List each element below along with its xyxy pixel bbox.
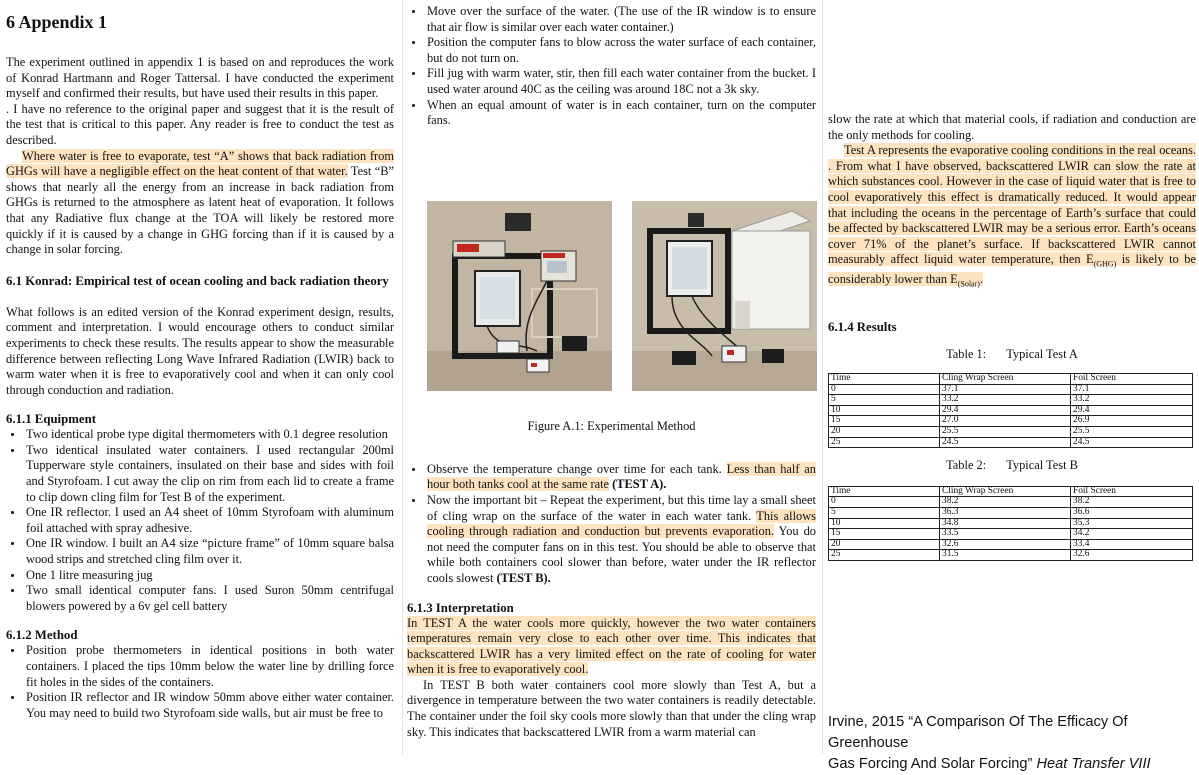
table-row (829, 550, 1193, 561)
table-row (829, 497, 1193, 508)
list-item: • One IR reflector. I used an A4 sheet of 10mm Styrofoam with aluminum foil attached with spray adhesive. (24, 505, 394, 536)
table-1-caption: Typical Test A (1006, 347, 1078, 362)
highlighted-conclusion (828, 143, 1196, 289)
method-list-continued (407, 4, 816, 129)
experiment-photo-test-b (632, 201, 817, 391)
table-cell: 31.5 (940, 550, 1071, 561)
table-cell: 5 (829, 395, 940, 406)
table-cell: 24.5 (940, 437, 1071, 448)
results-table-test-a (828, 373, 1193, 448)
table-header-cell: Foil Screen (1071, 374, 1193, 385)
continued-text: slow the rate at which that material cools, if radiation and conduction are the only methods for cooling. (828, 112, 1196, 142)
column-divider (822, 0, 823, 754)
table-row (829, 539, 1193, 550)
table-cell: 0 (829, 384, 940, 395)
table-cell: 34.2 (1071, 529, 1193, 540)
table-row (829, 529, 1193, 540)
citation (828, 712, 1198, 775)
section-heading-interpretation: 6.1.3 Interpretation (407, 600, 514, 615)
table-row (829, 384, 1193, 395)
table-cell: 38.2 (1071, 497, 1193, 508)
results-observation-list (407, 462, 816, 587)
table-cell: 37.1 (940, 384, 1071, 395)
highlighted-finding: Where water is free to evaporate, test “A” shows that back radiation from GHGs will have a negligible effect on the heat content of that water. (6, 148, 394, 179)
table-2-label: Table 2: (946, 458, 987, 473)
table-cell: 25.5 (1071, 427, 1193, 438)
table-header-row (829, 486, 1193, 497)
citation-title-end: Gas Forcing And Solar Forcing” (828, 756, 1033, 772)
experiment-photo-test-a (427, 201, 612, 391)
method-list (6, 643, 394, 721)
table-row (829, 416, 1193, 427)
list-item (425, 462, 816, 493)
intro-paragraph-3-rest: Test “B” shows that nearly all the energy from an increase in back radiation from GHGs is returned to the atmosphere as latent heat of evaporation. It follows that any Radiative flux change at the TOA will likely be restored more quickly if it is caused by a change in GHG forcing than if it is caused by a change in solar forcing. (6, 164, 395, 257)
table-cell: 20 (829, 539, 940, 550)
table-header-cell: Cling Wrap Screen (940, 486, 1071, 497)
section-6-1-text: What follows is an edited version of the Konrad experiment design, results, comment and interpretation. I would encourage others to conduct similar experiments to check these results. The results appear to show the measurable difference between reflecting Long Wave Infrared Radiation (LWIR) back to warm water when it is free to evaporatively cool and when it can only cool through conduction and radiation. (6, 304, 394, 397)
table-cell: 38.2 (940, 497, 1071, 508)
table-cell: 25 (829, 550, 940, 561)
appendix-title: 6 Appendix 1 (6, 12, 108, 32)
figure-experimental-method (407, 201, 816, 391)
highlighted-finding: This allows cooling through radiation and conduction but prevents evaporation. (427, 508, 816, 539)
table-header-cell: Time (829, 486, 940, 497)
citation-journal: Heat Transfer VIII (1036, 756, 1151, 772)
table-cell: 34.8 (940, 518, 1071, 529)
subscript-ghg: (GHG) (1093, 259, 1117, 269)
list-item: • Fill jug with warm water, stir, then fill each water container from the bucket. I used water around 40C as the ceiling was around 18C not a 3k sky. (425, 66, 816, 97)
list-item: • Two small identical computer fans. I used Suron 50mm centrifugal blowers powered by a 6v gel cell battery (24, 583, 394, 614)
citation-line-1: Irvine, 2015 “A Comparison Of The Efficacy Of Greenhouse (828, 714, 1128, 751)
table-cell: 33.4 (1071, 539, 1193, 550)
conclusion-text: Test A represents the evaporative cooling conditions in the real oceans. . From what I have observed, backscattered LWIR can slow the rate at which substances cool. However in the case of liquid water that is free to cool evaporatively this effect is dramatically reduced. It would appear that including the oceans in the percentage of Earth’s surface that could be affected by backscattered LWIR may be a serious error. Earth’s oceans cover 71% of the planet’s surface. If backscattered LWIR cannot measurably affect liquid water temperature, then E (828, 143, 1196, 267)
section-heading-method: 6.1.2 Method (6, 628, 78, 643)
section-heading-equipment: 6.1.1 Equipment (6, 412, 96, 427)
page-column-left (0, 0, 400, 754)
subscript-solar: (Solar) (957, 279, 980, 289)
table-cell: 20 (829, 427, 940, 438)
table-cell: 0 (829, 497, 940, 508)
test-a-conclusion-paragraph (828, 143, 1196, 292)
conclusion-period: . (979, 272, 984, 287)
repeat-text-rest: You do not need the computer fans on in this test. You should be able to observe that while both containers cool slower than before, water under the IR reflector cools slowest (427, 524, 816, 585)
figure-caption: Figure A.1: Experimental Method (527, 418, 696, 433)
highlighted-finding: Less than half an hour both tanks cool at the same rate (427, 461, 816, 492)
table-cell: 24.5 (1071, 437, 1193, 448)
table-cell: 26.9 (1071, 416, 1193, 427)
table-row (829, 508, 1193, 519)
table-cell: 29.4 (1071, 405, 1193, 416)
table-1-title (828, 347, 1196, 363)
intro-paragraph-1: The experiment outlined in appendix 1 is based on and reproduces the work of Konrad Hartmann and Roger Tattersal. I have conducted the experiment myself and confirmed their results, but have used their results in this paper. (6, 55, 394, 101)
page-column-middle (405, 0, 820, 754)
table-cell: 25.5 (940, 427, 1071, 438)
table-cell: 15 (829, 529, 940, 540)
table-header-cell: Time (829, 374, 940, 385)
table-cell: 10 (829, 405, 940, 416)
observe-text: Observe the temperature change over time for each tank. (427, 461, 727, 476)
table-1-label: Table 1: (946, 347, 987, 362)
equipment-list (6, 427, 394, 614)
table-header-row (829, 374, 1193, 385)
table-header-cell: Foil Screen (1071, 486, 1193, 497)
table-cell: 27.0 (940, 416, 1071, 427)
repeat-text: Now the important bit – Repeat the experiment, but this time lay a small sheet of cling wrap on the surface of the water in each water tank. (427, 492, 816, 523)
table-2-caption: Typical Test B (1006, 458, 1078, 473)
table-cell: 36.3 (940, 508, 1071, 519)
table-cell: 32.6 (940, 539, 1071, 550)
table-row (829, 437, 1193, 448)
list-item: • Move over the surface of the water. (The use of the IR window is to ensure that air flow is similar over each water container.) (425, 4, 816, 35)
table-row (829, 395, 1193, 406)
results-table-test-b (828, 486, 1193, 561)
table-header-cell: Cling Wrap Screen (940, 374, 1071, 385)
table-2-title (828, 458, 1196, 474)
table-row (829, 405, 1193, 416)
interpretation-paragraph-2: In TEST B both water containers cool more slowly than Test A, but a divergence in temperature between the two water containers is readily detectable. The container under the foil sky cools more slowly than that under the cling wrap sky. This indicates that backscattered LWIR from a warm material can (407, 677, 816, 739)
table-cell: 37.1 (1071, 384, 1193, 395)
table-cell: 32.6 (1071, 550, 1193, 561)
test-a-label: (TEST A). (609, 477, 667, 492)
list-item: • One IR window. I built an A4 size “picture frame” of 10mm square balsa wood strips and stretched cling film over it. (24, 536, 394, 567)
list-item: • Two identical probe type digital thermometers with 0.1 degree resolution (24, 427, 394, 443)
list-item: • One 1 litre measuring jug (24, 568, 394, 584)
intro-paragraph-3 (6, 149, 394, 258)
table-cell: 33.2 (940, 395, 1071, 406)
table-cell: 33.2 (1071, 395, 1193, 406)
table-cell: 33.5 (940, 529, 1071, 540)
citation-line-2 (828, 754, 1198, 775)
section-heading-results: 6.1.4 Results (828, 320, 897, 335)
list-item: • Position the computer fans to blow across the water surface of each container, but do not turn on. (425, 35, 816, 66)
table-cell: 35.3 (1071, 518, 1193, 529)
interpretation-paragraph-1 (407, 616, 816, 678)
highlighted-finding: In TEST A the water cools more quickly, however the two water containers temperatures remain very close to each other over time. This indicates that backscattered LWIR has a very limited effect on the rate of cooling for water when it is free to evaporatively cool. (407, 615, 816, 677)
experiment-setup-illustration (427, 201, 612, 391)
experiment-setup-illustration (632, 201, 817, 391)
list-item (425, 493, 816, 587)
table-cell: 10 (829, 518, 940, 529)
table-cell: 15 (829, 416, 940, 427)
conclusion-text-rest: is likely to be considerably lower than E (828, 252, 1196, 287)
table-cell: 29.4 (940, 405, 1071, 416)
intro-paragraph-2: . I have no reference to the original paper and suggest that it is the result of the test that is critical to this paper. Any reader is free to conduct the test as described. (6, 101, 394, 147)
table-cell: 36.6 (1071, 508, 1193, 519)
list-item: • When an equal amount of water is in each container, turn on the computer fans. (425, 98, 816, 129)
column-divider (402, 0, 403, 754)
table-cell: 5 (829, 508, 940, 519)
list-item: • Position IR reflector and IR window 50mm above either water container. You may need to build two Styrofoam side walls, but air must be free to (24, 690, 394, 721)
section-heading-6-1: 6.1 Konrad: Empirical test of ocean cooling and back radiation theory (6, 273, 389, 288)
table-row (829, 427, 1193, 438)
list-item: • Two identical insulated water containers. I used rectangular 200ml Tupperware style containers, insulated on their base and sides with foil and Styrofoam. I cut away the clip on rim from each lid to create a frame to clip down cling film for Test B of the experiment. (24, 443, 394, 505)
table-cell: 25 (829, 437, 940, 448)
table-row (829, 518, 1193, 529)
test-b-label: (TEST B). (496, 570, 551, 585)
list-item: • Position probe thermometers in identical positions in both water containers. I placed the tips 10mm below the water line by drilling force fit holes in the sides of the containers. (24, 643, 394, 690)
page-column-right (826, 0, 1199, 772)
